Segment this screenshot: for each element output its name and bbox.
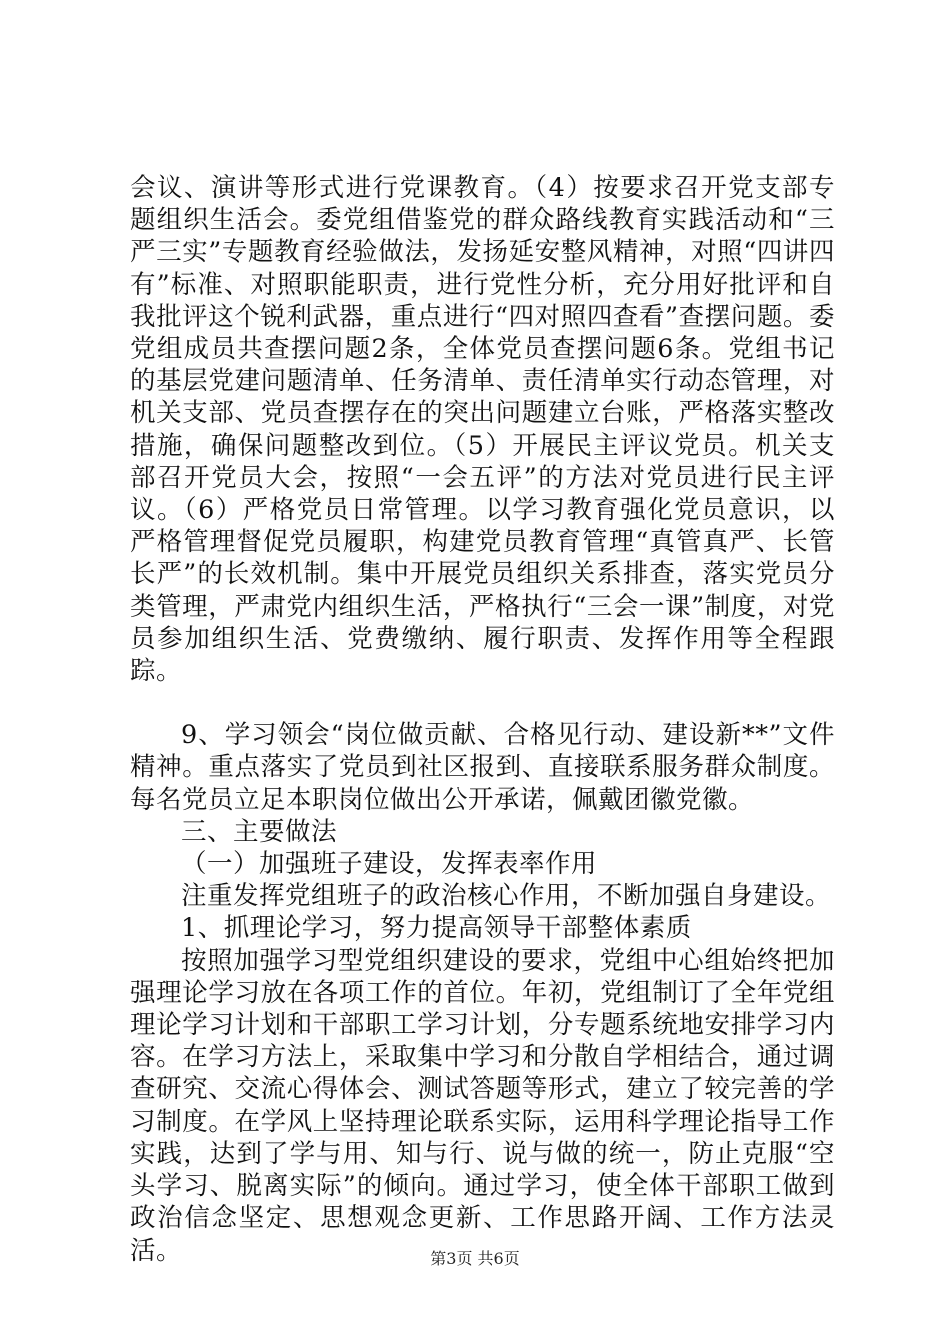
paragraph-spacer <box>130 687 835 719</box>
section-heading-main-practices: 三、主要做法 <box>181 816 338 847</box>
subsection-heading-team-building: （一）加强班子建设，发挥表率作用 <box>181 849 598 880</box>
paragraph-team-core-role: 注重发挥党组班子的政治核心作用，不断加强自身建设。 <box>181 881 832 912</box>
document-body <box>130 172 835 1267</box>
paragraph-theory-study: 按照加强学习型党组织建设的要求，党组中心组始终把加强理论学习放在各项工作的首位。年初，党组制订了全年党组理论学习计划和干部职工学习计划，分专题系统地安排学习内容。在学习方法上，采取集中学习和分散自学相结合，通过调查研究、交流心得体会、测试答题等形式，建立了较完善的学习制度。在学风上坚持理论联系实际，运用科学理论指导工作实践，达到了学与用、知与行、说与做的统一，防止克服“空头学习、脱离实际”的倾向。通过学习，使全体干部职工做到政治信念坚定、思想观念更新、工作思路开阔、工作方法灵活。 <box>130 945 835 1266</box>
paragraph-item-9: 9、学习领会“岗位做贡献、合格见行动、建设新**”文件精神。重点落实了党员到社区报到、直接联系服务群众制度。每名党员立足本职岗位做出公开承诺，佩戴团徽党徽。 <box>130 720 835 815</box>
page-number-label: 第3页 共6页 <box>430 1249 520 1268</box>
page-number-footer <box>0 1246 950 1269</box>
item-heading-theory-study: 1、抓理论学习，努力提高领导干部整体素质 <box>181 913 692 944</box>
paragraph-party-activities: 会议、演讲等形式进行党课教育。（4）按要求召开党支部专题组织生活会。委党组借鉴党的群众路线教育实践活动和“三严三实”专题教育经验做法，发扬延安整风精神，对照“四讲四有”标准、对照职能职责，进行党性分析，充分用好批评和自我批评这个锐利武器，重点进行“四对照四查看”查摆问题。委党组成员共查摆问题2条，全体党员查摆问题6条。党组书记的基层党建问题清单、任务清单、责任清单实行动态管理，对机关支部、党员查摆存在的突出问题建立台账，严格落实整改措施，确保问题整改到位。（5）开展民主评议党员。机关支部召开党员大会，按照“一会五评”的方法对党员进行民主评议。（6）严格党员日常管理。以学习教育强化党员意识，以严格管理督促党员履职，构建党员教育管理“真管真严、长管长严”的长效机制。集中开展党员组织关系排查，落实党员分类管理，严肃党内组织生活，严格执行“三会一课”制度，对党员参加组织生活、党费缴纳、履行职责、发挥作用等全程跟踪。 <box>130 173 835 687</box>
